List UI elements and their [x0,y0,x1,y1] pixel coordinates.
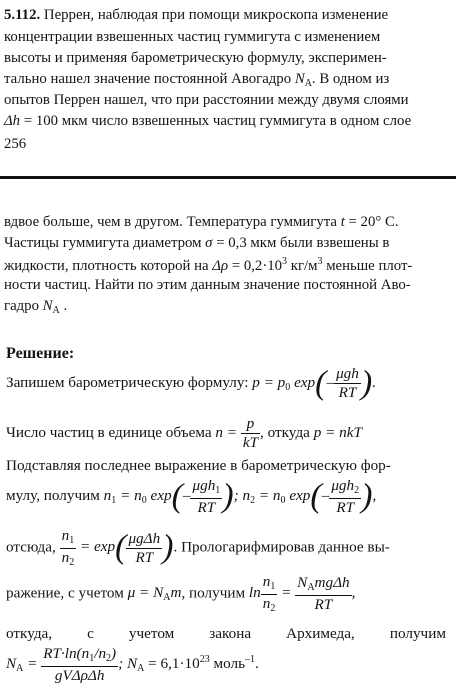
text-span: Запишем барометрическую формулу: [6,373,249,391]
solution-line-4 [6,478,376,515]
formula-n2: $n_2 = n_0$ exp(– $\frac{\mu gh_2}{RT}$ ), [242,477,377,516]
text-span: кг/м [290,258,318,274]
text-span: ражение, с учетом [6,584,124,602]
text-span: получим [389,625,446,642]
text-span: гадро [4,298,39,314]
text-span: = 20° С. [348,214,399,230]
solution-line-2 [6,416,362,451]
text-span: . Прологарифмировав данное вы- [173,538,390,556]
text-line-9: жидкости, плотность которой на $\Delta\rho = 0,2\cdot 10^3$ $кг/м^3$ меньше плот- [4,256,413,274]
text-line-2 [4,30,448,45]
text-span: откуда, [6,625,53,642]
solution-line-1 [6,366,376,401]
text-line-1 [4,8,448,23]
text-span: Архимеда, [286,625,355,642]
text-line-5 [4,93,409,108]
result-unit-exponent: –1 [245,654,256,666]
text-span: . В одном из [311,71,390,87]
text-span: концентрации взвешенных частиц гуммигута с изменением [4,29,381,45]
page-divider [0,176,456,179]
text-span: = 0,3 мкм были взвешены в [216,235,390,251]
delta-rho-symbol: Δρ [212,258,229,274]
formula-na-result: $N_A$ = $\frac{RT\cdot\ln(n_1/n_2)}{\text{gVΔρΔh}}$ ; [6,645,127,684]
text-span: высоты и применяя барометрическую формулу, эксперимен- [4,50,387,66]
delta-h-symbol: Δh [4,113,21,129]
result-unit: моль [213,655,246,673]
solution-line-7 [6,625,446,643]
text-span: ности частиц. Найти по этим данным значение постоянной Аво- [4,277,411,293]
formula-ratio: $\frac{n_1}{n_2}$ = exp( $\frac{\text{μgΔh}}{RT}$ ) [61,527,174,568]
text-span: = 0,2·10 [231,258,283,274]
avogadro-symbol: $N_A$ [126,655,145,675]
text-line-6 [4,114,411,129]
text-line-3 [4,51,448,66]
text-span: Число частиц в единице объема [6,423,212,441]
result-value: = 6,1·10 [148,655,200,673]
text-line-7 [4,215,399,230]
text-span: учетом [128,625,175,642]
text-span: Подставляя последнее выражение в барометрическую фор- [6,457,391,474]
formula-p-nkt: p = nkT [313,423,362,441]
formula-n1: $n_1 = n_0$ exp(– $\frac{\mu gh_1}{RT}$ ); [103,477,243,516]
text-span: тально нашел значение постоянной Авогадро [4,71,292,87]
text-span: Частицы гуммигута диаметром [4,235,202,251]
result-exponent: 23 [199,654,210,666]
text-span: мулу, получим [6,487,100,505]
problem-number: 5.112. [4,7,41,23]
text-span: с [87,625,94,642]
text-span: меньше плот- [326,258,413,274]
text-line-4 [4,72,389,89]
solution-line-3 [6,457,450,475]
text-span: закона [209,625,252,642]
text-span: вдвое больше, чем в другом. Температура гуммигута [4,214,337,230]
text-span: = 100 мкм число взвешенных частиц гуммигута в одном слое [23,113,412,129]
formula-mu: $\mu = N_Am$ [127,584,182,604]
avogadro-symbol: $N_A$ [42,298,60,316]
solution-line-5 [6,528,390,568]
text-span: , откуда [260,423,310,441]
text-line-10 [4,278,411,293]
solution-title: Решение: [6,345,75,362]
page-number: 256 [4,136,27,152]
text-span: опытов Перрен нашел, что при расстоянии между двумя слоями [4,92,409,108]
solution-line-8: $N_A$ = $\frac{RT\cdot\ln(n_1/n_2)}{\text{gVΔρΔh}}$ ; $N_A = 6,1\cdot 10^{23}$ моль$^{-1}$. [6,645,259,684]
text-line-11: гадро $N_A$ . [4,298,68,316]
previous-page-fragment [0,0,456,160]
text-span: жидкости, плотность которой на [4,258,209,274]
formula-barometric: $p = p_0$ exp(– $\frac{\text{μgh}}{RT}$ ). [252,364,376,402]
text-span: отсюда, [6,538,56,556]
text-line-8 [4,236,389,251]
text-span: , получим [181,584,246,602]
formula-ln: ln $\frac{n_1}{n_2}$ = $\frac{N_Amg\Delta h}{RT}$ , [248,573,356,614]
sigma-symbol: σ [205,235,213,251]
formula-n: n = $\frac{p}{kT}$ [215,415,259,451]
temperature-symbol: t [340,214,345,230]
avogadro-symbol: $N_A$ [294,71,312,89]
solution-line-6 [6,574,355,614]
text-span: Перрен, наблюдая при помощи микроскопа изменение [43,7,389,23]
